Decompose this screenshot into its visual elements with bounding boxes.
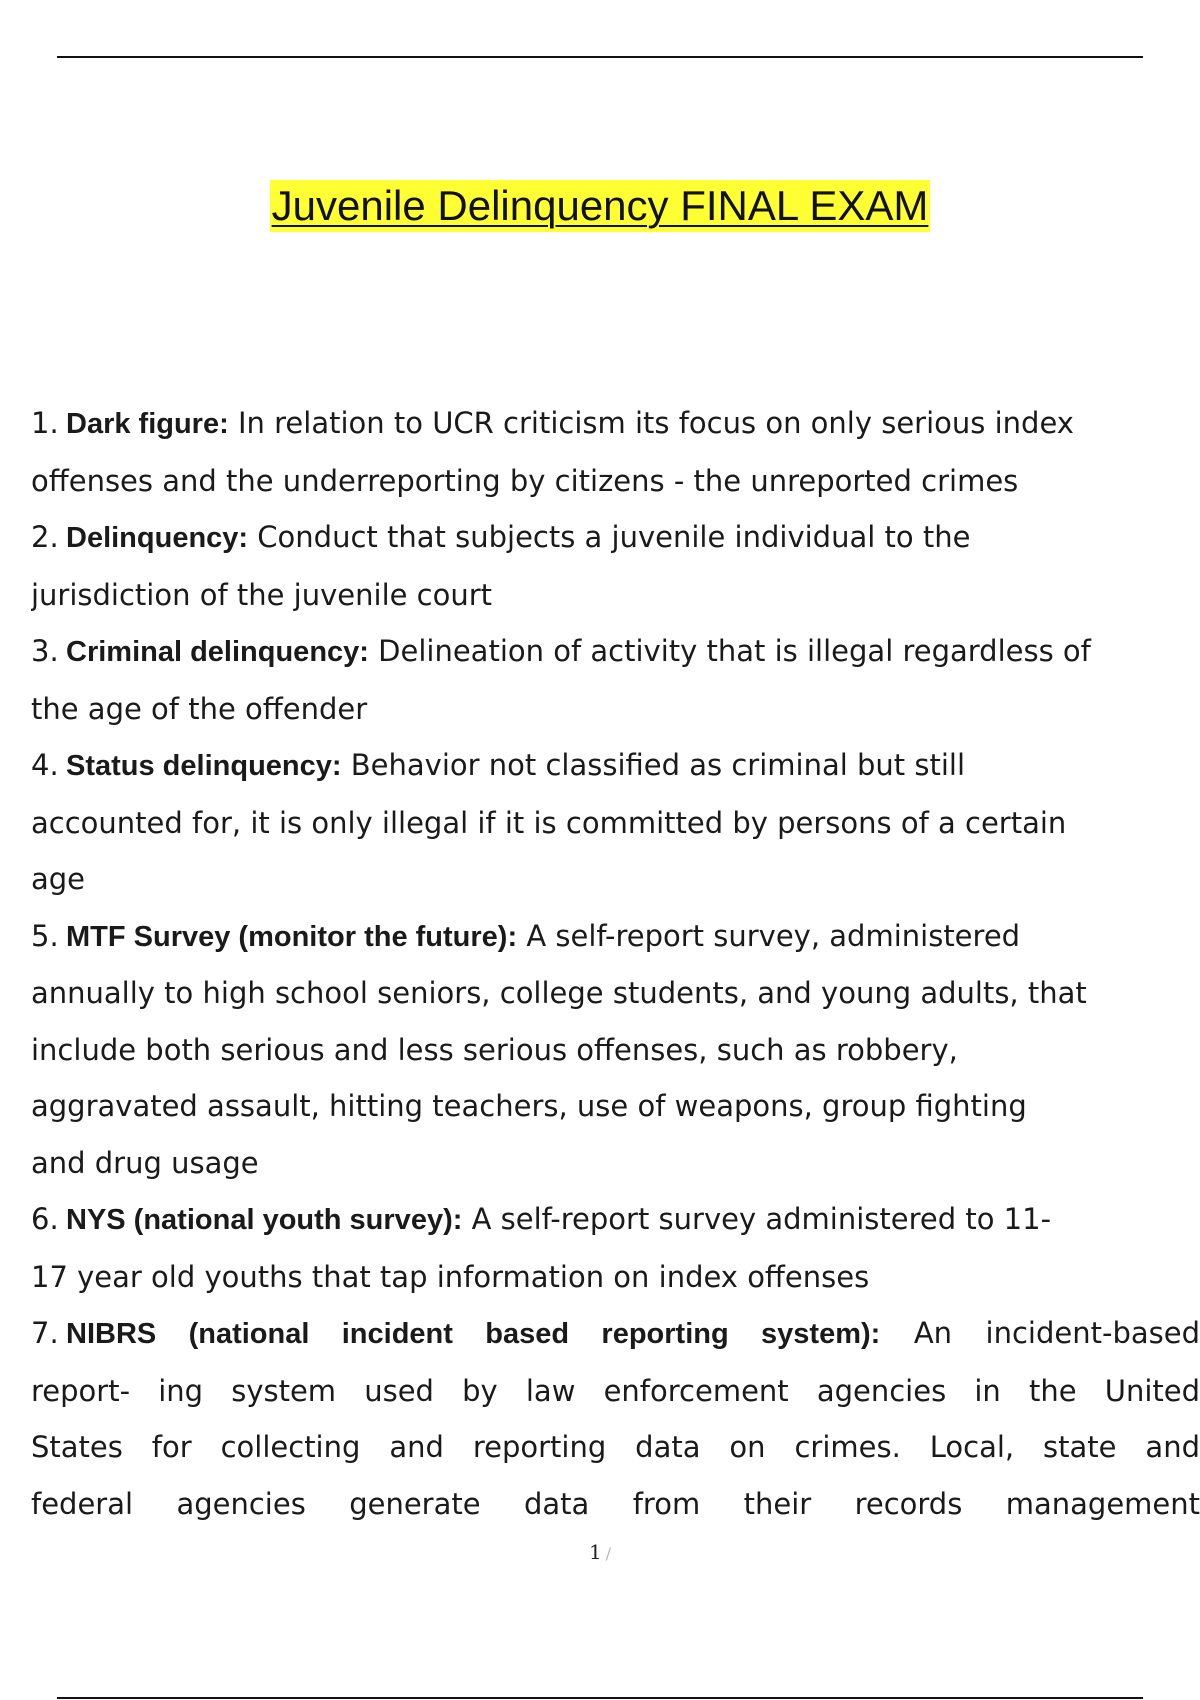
definition-entry <box>31 737 1200 908</box>
entry-text: the age of the offender <box>31 691 368 726</box>
definition-entry <box>31 395 1200 509</box>
entry-body <box>31 908 1200 1192</box>
entry-text: Behavior not classified as criminal but still <box>341 748 966 782</box>
definition-entry <box>31 623 1200 737</box>
entry-term: MTF Survey (monitor the future): <box>66 920 518 953</box>
definitions-list <box>31 395 1200 1532</box>
entry-first-line <box>66 1191 1200 1249</box>
entry-number: 3. <box>31 634 59 668</box>
entry-continuation-line <box>31 1078 1200 1135</box>
entry-continuation-line <box>31 567 1200 624</box>
entry-body <box>31 395 1200 509</box>
entry-number: 2. <box>31 520 59 554</box>
entry-term: Criminal delinquency: <box>66 636 369 668</box>
entry-term: Delinquency: <box>66 522 249 554</box>
entry-continuation-line <box>31 795 1200 852</box>
entry-text: federal agencies generate data from their records management <box>31 1486 1200 1521</box>
page-number: 1 <box>588 1540 602 1564</box>
entry-first-line <box>66 908 1200 966</box>
entry-text: jurisdiction of the juvenile court <box>31 577 493 612</box>
entry-text: report- ing system used by law enforcement agencies in the United <box>31 1373 1200 1408</box>
entry-continuation-line <box>31 1419 1200 1476</box>
top-rule <box>57 56 1143 58</box>
page-footer <box>0 1540 1200 1564</box>
entry-body <box>31 1191 1200 1305</box>
entry-term: NIBRS (national incident based reporting system): <box>66 1318 881 1350</box>
entry-text: aggravated assault, hitting teachers, use of weapons, group fighting <box>31 1089 1027 1123</box>
entry-number: 4. <box>31 748 59 782</box>
entry-continuation-line <box>31 965 1200 1022</box>
entry-number: 1. <box>31 406 59 440</box>
bottom-rule <box>57 1697 1143 1699</box>
entry-body <box>31 623 1200 737</box>
entry-first-line <box>66 623 1200 681</box>
entry-number: 7. <box>31 1316 59 1350</box>
entry-text: In relation to UCR criticism its focus on only serious index <box>228 406 1074 440</box>
entry-text: 17 year old youths that tap information on index offenses <box>31 1259 870 1294</box>
entry-continuation-line <box>31 1022 1200 1079</box>
entry-text: and drug usage <box>31 1145 259 1180</box>
entry-text: accounted for, it is only illegal if it is committed by persons of a certain <box>31 805 1067 840</box>
definition-entry <box>31 1191 1200 1305</box>
entry-number: 6. <box>31 1202 59 1236</box>
definition-entry <box>31 1305 1200 1532</box>
entry-text: include both serious and less serious offenses, such as robbery, <box>31 1032 958 1067</box>
entry-text: offenses and the underreporting by citizens - the unreported crimes <box>31 463 1019 498</box>
definition-entry <box>31 509 1200 623</box>
entry-body <box>31 737 1200 908</box>
entry-text: States for collecting and reporting data on crimes. Local, state and <box>31 1430 1200 1464</box>
entry-term: NYS (national youth survey): <box>66 1204 463 1236</box>
entry-text: annually to high school seniors, college students, and young adults, that <box>31 976 1087 1010</box>
entry-continuation-line <box>31 453 1200 510</box>
definition-entry <box>31 908 1200 1192</box>
entry-text: A self-report survey administered to 11- <box>462 1202 1052 1236</box>
title-container <box>0 180 1200 232</box>
entry-text: age <box>31 862 86 896</box>
entry-text: An incident-based <box>880 1316 1200 1350</box>
entry-first-line <box>66 509 1200 567</box>
entry-number: 5. <box>31 918 59 953</box>
page-number-suffix: / <box>605 1544 612 1563</box>
entry-continuation-line <box>31 1476 1200 1533</box>
document-title: Juvenile Delinquency FINAL EXAM <box>270 180 931 232</box>
entry-continuation-line <box>31 681 1200 738</box>
entry-body <box>31 509 1200 623</box>
entry-text: Conduct that subjects a juvenile individual to the <box>248 520 971 554</box>
entry-continuation-line <box>31 1249 1200 1306</box>
entry-text: A self-report survey, administered <box>517 918 1021 953</box>
entry-text: Delineation of activity that is illegal regardless of <box>368 634 1091 668</box>
entry-continuation-line <box>31 851 1200 908</box>
entry-term: Status delinquency: <box>66 750 342 782</box>
entry-body <box>31 1305 1200 1532</box>
entry-continuation-line <box>31 1135 1200 1192</box>
entry-term: Dark figure: <box>66 408 229 440</box>
entry-first-line <box>66 395 1200 453</box>
entry-continuation-line <box>31 1363 1200 1420</box>
entry-first-line <box>66 1305 1200 1363</box>
entry-first-line <box>66 737 1200 795</box>
